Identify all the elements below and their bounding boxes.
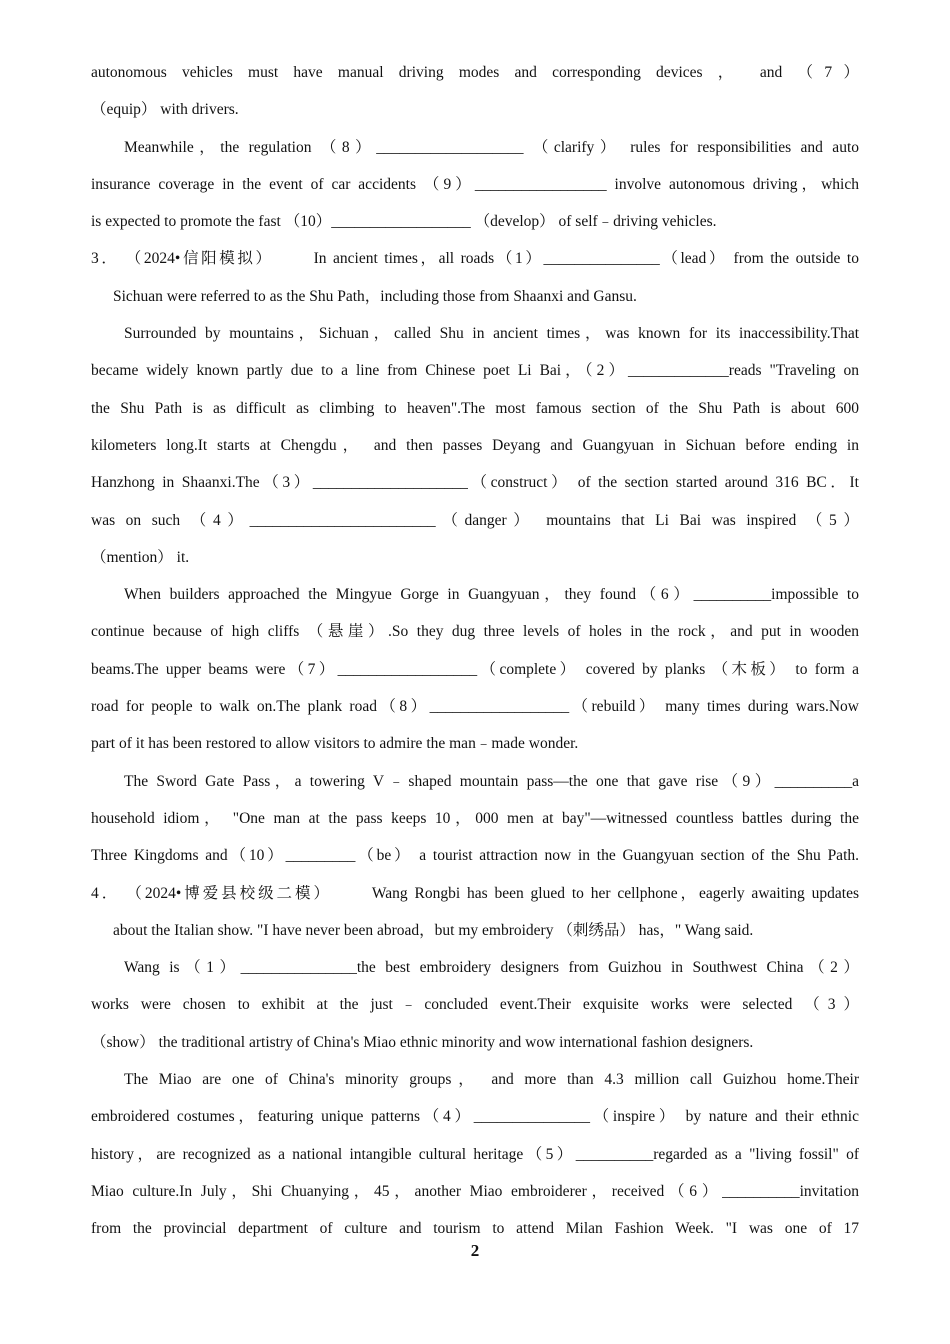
line-text: In ancient times，all roads（1）_______________（lead） from the outside to	[313, 250, 859, 268]
line-text: Wang is（1）_______________the best embroidery designers from Guizhou in Southwest China（2）	[124, 959, 859, 977]
question-source: （2024•信阳模拟）	[133, 250, 274, 268]
text-line	[91, 837, 859, 874]
text-line	[91, 539, 859, 576]
line-text: Wang Rongbi has been glued to her cellphone，eagerly awaiting updates	[371, 884, 859, 902]
line-text: road for people to walk on.The plank road（8）__________________（rebuild） many times during wars.Now	[91, 698, 859, 716]
text-line	[91, 725, 859, 762]
line-text: became widely known partly due to a line from Chinese poet Li Bai，（2）_____________reads "Traveling on	[91, 362, 859, 380]
text-line	[91, 800, 859, 837]
text-line	[91, 986, 859, 1023]
document-body	[91, 54, 859, 1248]
text-line	[91, 427, 859, 464]
page-number: 2	[470, 1241, 480, 1260]
text-line	[91, 166, 859, 203]
line-text: household idiom， "One man at the pass keeps 10，000 men at bay"—witnessed countless battles during the	[91, 809, 859, 827]
line-text: history，are recognized as a national intangible cultural heritage（5）__________regarded as a "living fossil" of	[91, 1145, 859, 1163]
text-line	[91, 651, 859, 688]
line-text: Meanwhile，the regulation （8）___________________ （clarify） rules for responsibilities and auto	[124, 138, 859, 156]
text-line	[91, 576, 859, 613]
line-text: beams.The upper beams were（7）__________________（complete） covered by planks （木板） to form a	[91, 660, 859, 678]
question-number: 3．	[91, 250, 120, 268]
text-line	[91, 688, 859, 725]
line-text: continue because of high cliffs （悬崖）.So they dug three levels of holes in the rock，and put in wooden	[91, 623, 859, 641]
text-line	[91, 1098, 859, 1135]
line-text: Surrounded by mountains，Sichuan，called Shu in ancient times，was known for its inaccessibility.That	[124, 325, 859, 343]
question-number: 4．	[91, 884, 121, 902]
text-line	[91, 949, 859, 986]
text-line	[91, 1136, 859, 1173]
text-line	[91, 1173, 859, 1210]
question-line	[91, 875, 859, 912]
line-text: When builders approached the Mingyue Gorge in Guangyuan，they found（6）__________impossible to	[124, 586, 859, 604]
text-line	[91, 54, 859, 91]
text-line	[91, 502, 859, 539]
line-text: Miao culture.In July，Shi Chuanying，45，another Miao embroiderer，received（6）__________invitation	[91, 1182, 859, 1200]
text-line	[91, 763, 859, 800]
line-text: autonomous vehicles must have manual driving modes and corresponding devices ， and （7）	[91, 64, 859, 81]
line-text: Three Kingdoms and（10）_________（be） a tourist attraction now in the Guangyuan section of the Shu Path.	[91, 847, 859, 865]
line-text: （equip） with drivers.	[91, 101, 239, 119]
text-line	[91, 129, 859, 166]
line-text: works were chosen to exhibit at the just﹣concluded event.Their exquisite works were selected （3）	[91, 996, 859, 1014]
line-text: from the provincial department of culture and tourism to attend Milan Fashion Week. "I was one of 17	[91, 1220, 859, 1238]
text-line	[91, 613, 859, 650]
text-line	[91, 278, 859, 315]
line-text: part of it has been restored to allow visitors to admire the man﹣made wonder.	[91, 735, 579, 753]
line-text: Sichuan were referred to as the Shu Path，including those from Shaanxi and Gansu.	[113, 287, 637, 305]
text-line	[91, 315, 859, 352]
text-line	[91, 352, 859, 389]
text-line	[91, 390, 859, 427]
line-text: The Sword Gate Pass，a towering V﹣shaped mountain pass—the one that gave rise（9）__________a	[124, 772, 859, 790]
text-line	[91, 91, 859, 128]
text-line	[91, 1061, 859, 1098]
text-line	[91, 464, 859, 501]
line-text: （show） the traditional artistry of China's Miao ethnic minority and wow international fashion designers.	[91, 1033, 754, 1051]
line-text: the Shu Path is as difficult as climbing to heaven".The most famous section of the Shu Path is about 600	[91, 399, 859, 417]
question-line	[91, 240, 859, 277]
line-text: The Miao are one of China's minority groups， and more than 4.3 million call Guizhou home.Their	[124, 1071, 859, 1089]
line-text: （mention） it.	[91, 548, 190, 566]
line-text: insurance coverage in the event of car accidents （9）_________________ involve autonomous driving，which	[91, 175, 859, 193]
line-text: embroidered costumes，featuring unique patterns（4）_______________（inspire） by nature and their ethnic	[91, 1108, 859, 1126]
text-line	[91, 1024, 859, 1061]
line-text: about the Italian show. "I have never been abroad，but my embroidery （刺绣品） has，" Wang said.	[113, 921, 754, 939]
text-line	[91, 203, 859, 240]
line-text: Hanzhong in Shaanxi.The（3）____________________（construct） of the section started around 316 BC．It	[91, 474, 859, 492]
question-source: （2024•博爱县校级二模）	[134, 884, 332, 902]
line-text: was on such （4）________________________（danger） mountains that Li Bai was inspired （5）	[91, 511, 859, 529]
line-text: kilometers long.It starts at Chengdu， and then passes Deyang and Guangyuan in Sichuan before ending in	[91, 436, 859, 454]
line-text: is expected to promote the fast （10）__________________ （develop） of self﹣driving vehicles.	[91, 213, 717, 231]
text-line	[91, 912, 859, 949]
